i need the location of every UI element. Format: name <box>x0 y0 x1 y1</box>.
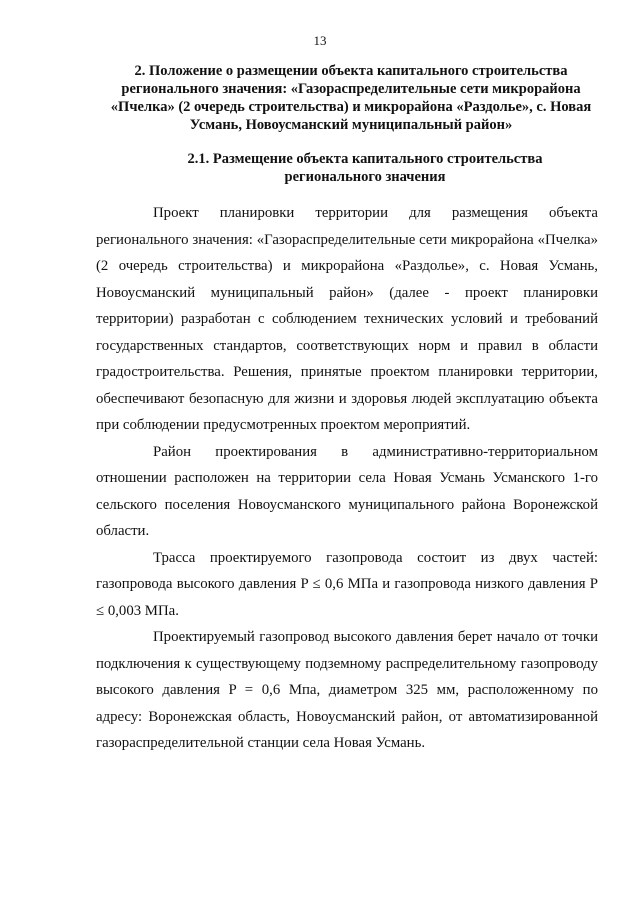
paragraph-project-planning: Проект планировки территории для размещения объекта регионального значения: «Газораспределительные сети микрорайона «Пчелка» (2 очередь строительства) и микрорайона «Раздолье», с. Новая Усмань, Новоусманский муниципальный район» (далее - проект планировки территории) разработан с соблюдением технических условий и требований государственных стандартов, соответствующих норм и правил в области градостроительства. Решения, принятые проектом планировки территории, обеспечивают безопасную для жизни и здоровья людей эксплуатацию объекта при соблюдении предусмотренных проектом мероприятий. <box>96 205 598 433</box>
paragraph-gas-route: Трасса проектируемого газопровода состоит из двух частей: газопровода высокого давления P ≤ 0,6 МПа и газопровода низкого давления P ≤ 0,003 МПа. <box>96 549 598 619</box>
body-text <box>96 200 598 757</box>
subsection-heading: 2.1. Размещение объекта капитального строительства регионального значения <box>187 151 543 185</box>
paragraph-high-pressure-pipeline: Проектируемый газопровод высокого давления берет начало от точки подключения к существующему подземному распределительному газопроводу высокого давления P = 0,6 Мпа, диаметром 325 мм, расположенному по адресу: Воронежская область, Новоусманский район, от автоматизированной газораспределительной станции села Новая Усмань. <box>96 629 598 751</box>
page-number: 13 <box>313 33 327 48</box>
section-heading: 2. Положение о размещении объекта капитального строительства регионального значения: «Газораспределительные сети микрорайона «Пчелка» (2 очередь строительства) и микрорайона «Раздолье», с. Новая Усмань, Новоусманский муниципальный район» <box>110 63 592 133</box>
paragraph-design-area: Район проектирования в административно-территориальном отношении расположен на территории села Новая Усмань Усманского 1-го сельского поселения Новоусманского муниципального района Воронежской области. <box>96 443 598 539</box>
